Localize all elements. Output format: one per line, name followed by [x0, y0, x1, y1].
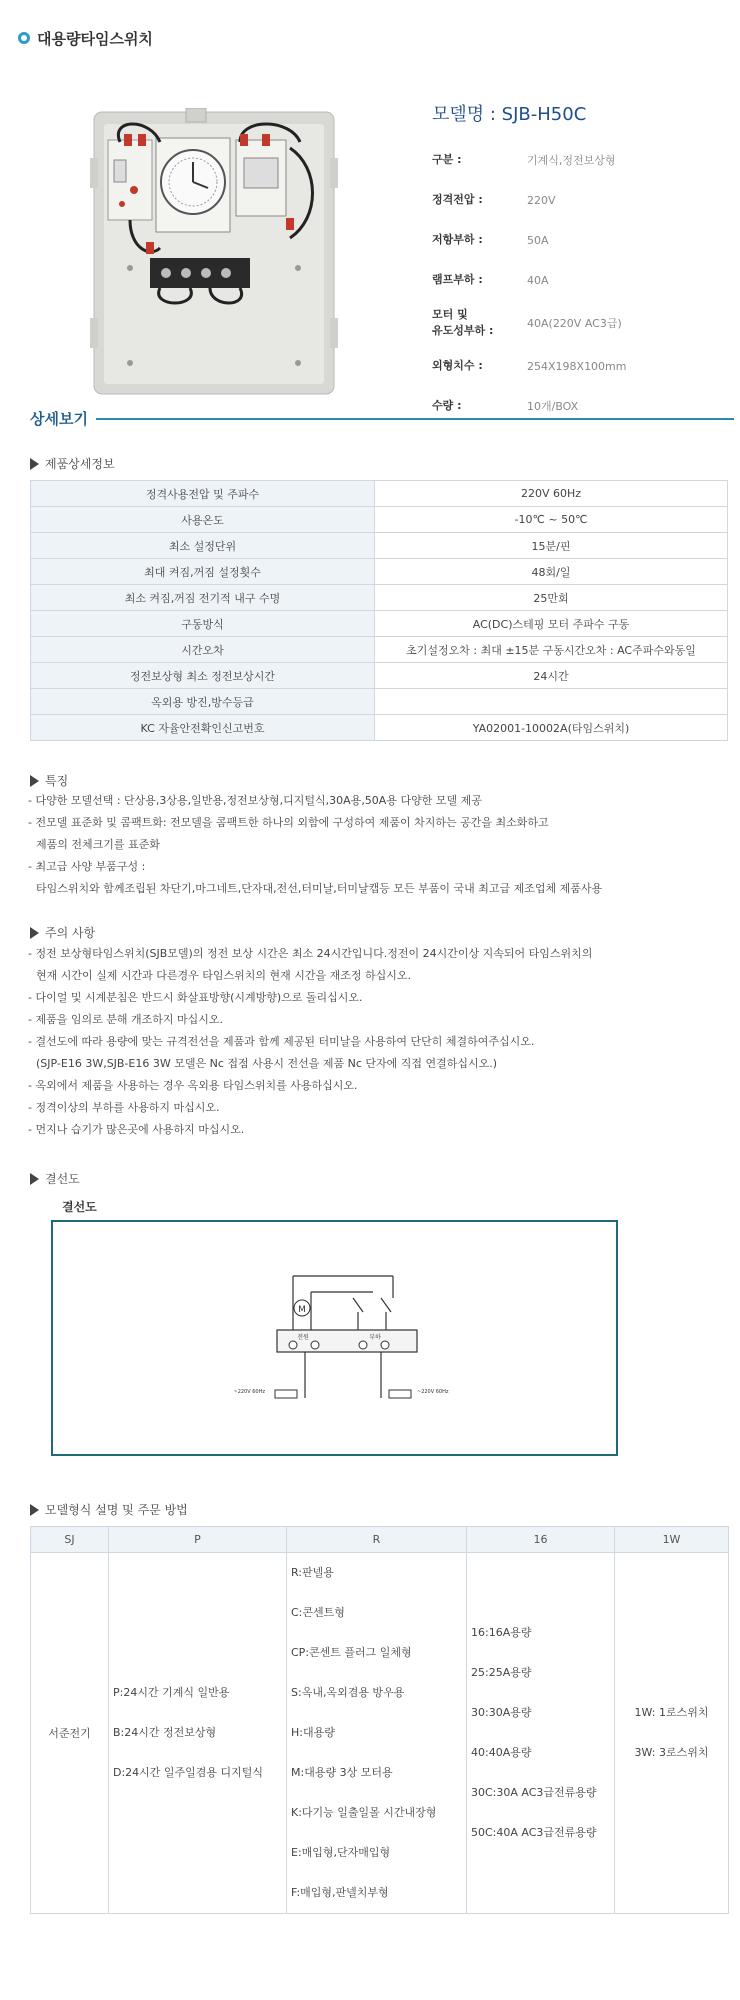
power-label: 전원: [297, 1334, 309, 1341]
table-row: 정격사용전압 및 주파수 220V 60Hz: [31, 481, 728, 507]
spec-key: 정격전압 :: [432, 193, 483, 206]
column-header: SJ: [31, 1527, 109, 1553]
features-list: [28, 790, 728, 900]
spec-row: [432, 300, 732, 346]
motor-symbol: M: [298, 1305, 306, 1315]
table-row: 최대 켜짐,꺼짐 설정횟수 48회/일: [31, 559, 728, 585]
feature-line: - 전모델 표준화 및 콤팩트화: 전모델을 콤팩트한 하나의 외함에 구성하여 제품이 차지하는 공간을 최소화하고: [28, 816, 549, 829]
caution-line: 현재 시간이 실제 시간과 다른경우 타임스위치의 현재 시간을 재조정 하십시오.: [36, 969, 411, 982]
spec-row: [432, 180, 732, 220]
capacity-cell: 16:16A용량 25:25A용량 30:30A용량 40:40A용량 30C:30A AC3급전류용량 50C:40A AC3급전류용량: [467, 1553, 615, 1914]
table-row: 사용온도 -10℃ ~ 50℃: [31, 507, 728, 533]
spec-key: 모터 및 유도성부하 :: [432, 308, 494, 337]
spec-key: 외형치수 :: [432, 359, 483, 372]
feature-line: - 최고급 사양 부품구성 :: [28, 860, 146, 873]
spec-key: 수량 :: [432, 399, 462, 412]
column-header: P: [109, 1527, 287, 1553]
divider: [96, 418, 734, 420]
spec-key: 저항부하 :: [432, 233, 483, 246]
model-name: 모델명 : SJB-H50C: [432, 104, 587, 125]
left-power-tag: ~220V 60Hz: [233, 1389, 265, 1395]
spec-row: [432, 260, 732, 300]
load-label: 부하: [369, 1334, 381, 1341]
spec-key: 램프부하 :: [432, 273, 483, 286]
spec-list: [432, 140, 732, 426]
spec-value: 40A: [527, 273, 549, 287]
section-title-cautions: 주의 사항: [30, 924, 95, 941]
bullet-circle-icon: [18, 32, 30, 44]
feature-line: - 다양한 모델선택 : 단상용,3상용,일반용,정전보상형,디지털식,30A용,50A용 다양한 모델 제공: [28, 794, 482, 807]
spec-row: [432, 220, 732, 260]
spec-value: 50A: [527, 233, 549, 247]
spec-key: 구분 :: [432, 153, 462, 166]
caution-line: - 옥외에서 제품을 사용하는 경우 옥외용 타임스위치를 사용하십시오.: [28, 1079, 358, 1092]
wiring-diagram-drawing: [53, 1222, 616, 1454]
table-row: KC 자율안전확인신고번호 YA02001-10002A(타임스위치): [31, 715, 728, 741]
column-header: 16: [467, 1527, 615, 1553]
feature-line: 제품의 전체크기를 표준화: [36, 838, 160, 851]
caution-line: - 결선도에 따라 용량에 맞는 규격전선을 제품과 함께 제공된 터미날을 사용하여 단단히 체결하여주십시오.: [28, 1035, 535, 1048]
spec-value: 10개/BOX: [527, 400, 579, 413]
diagram-label: 결선도: [62, 1200, 97, 1214]
install-type-cell: R:판넬용 C:콘센트형 CP:콘센트 플러그 일체형 S:옥내,옥외겸용 방우용 H:대용량 M:대용량 3상 모터용 K:다기능 일출일몰 시간내장형 E:매입형,단자매입형 F:매입형,판넬치부형: [287, 1553, 467, 1914]
table-row: 구동방식 AC(DC)스테핑 모터 주파수 구동: [31, 611, 728, 637]
section-title-spec: 제품상세정보: [30, 455, 115, 472]
spec-value: 기계식,정전보상형: [527, 154, 616, 167]
caution-line: - 정전 보상형타임스위치(SJB모델)의 정전 보상 시간은 최소 24시간입니다.정전이 24시간이상 지속되어 타임스위치의: [28, 947, 593, 960]
table-row: 최소 켜짐,꺼짐 전기적 내구 수명 25만회: [31, 585, 728, 611]
table-row: 시간오차 초기설정오차 : 최대 ±15분 구동시간오차 : AC주파수와동일: [31, 637, 728, 663]
detail-heading: 상세보기: [30, 408, 734, 429]
wiring-diagram: [51, 1220, 618, 1456]
triangle-right-icon: [30, 1173, 39, 1185]
triangle-right-icon: [30, 927, 39, 939]
caution-line: (SJP-E16 3W,SJB-E16 3W 모델은 Nc 접점 사용시 전선을 제품 Nc 단자에 직접 연결하십시오.): [36, 1057, 498, 1070]
feature-line: 타임스위치와 함께조립된 차단기,마그네트,단자대,전선,터미날,터미날캡등 모든 부품이 국내 최고급 제조업체 제품사용: [36, 882, 603, 895]
triangle-right-icon: [30, 458, 39, 470]
spec-row: [432, 140, 732, 180]
spec-value: 254X198X100mm: [527, 359, 627, 373]
page-title: 대용량타임스위치: [18, 28, 153, 48]
table-row: 옥외용 방진,방수등급: [31, 689, 728, 715]
column-header: R: [287, 1527, 467, 1553]
spec-value: 220V: [527, 193, 556, 207]
column-header: 1W: [615, 1527, 729, 1553]
caution-line: - 다이얼 및 시계분침은 반드시 화살표방향(시계방향)으로 돌리십시오.: [28, 991, 363, 1004]
cautions-list: [28, 943, 728, 1141]
manufacturer-cell: 서준전기: [31, 1553, 109, 1914]
spec-row: [432, 346, 732, 386]
table-row: 정전보상형 최소 정전보상시간 24시간: [31, 663, 728, 689]
table-row: [31, 1553, 729, 1914]
table-header-row: [31, 1527, 729, 1553]
caution-line: - 먼지나 습기가 많은곳에 사용하지 마십시오.: [28, 1123, 245, 1136]
caution-line: - 제품을 임의로 분해 개조하지 마십시오.: [28, 1013, 223, 1026]
type-cell: P:24시간 기계식 일반용 B:24시간 정전보상형 D:24시간 일주일겸용 디지털식: [109, 1553, 287, 1914]
table-row: 최소 설정단위 15분/핀: [31, 533, 728, 559]
triangle-right-icon: [30, 775, 39, 787]
spec-value: 40A(220V AC3급): [527, 317, 622, 330]
switch-type-cell: 1W: 1로스위치 3W: 3로스위치: [615, 1553, 729, 1914]
order-table: [30, 1526, 729, 1914]
product-photo: [90, 108, 338, 398]
section-title-features: 특징: [30, 772, 68, 789]
right-power-tag: ~220V 60Hz: [417, 1389, 449, 1395]
spec-table: [30, 480, 728, 741]
section-title-wiring: 결선도: [30, 1170, 80, 1187]
triangle-right-icon: [30, 1504, 39, 1516]
section-title-order: 모델형식 설명 및 주문 방법: [30, 1501, 188, 1518]
caution-line: - 정격이상의 부하를 사용하지 마십시오.: [28, 1101, 220, 1114]
